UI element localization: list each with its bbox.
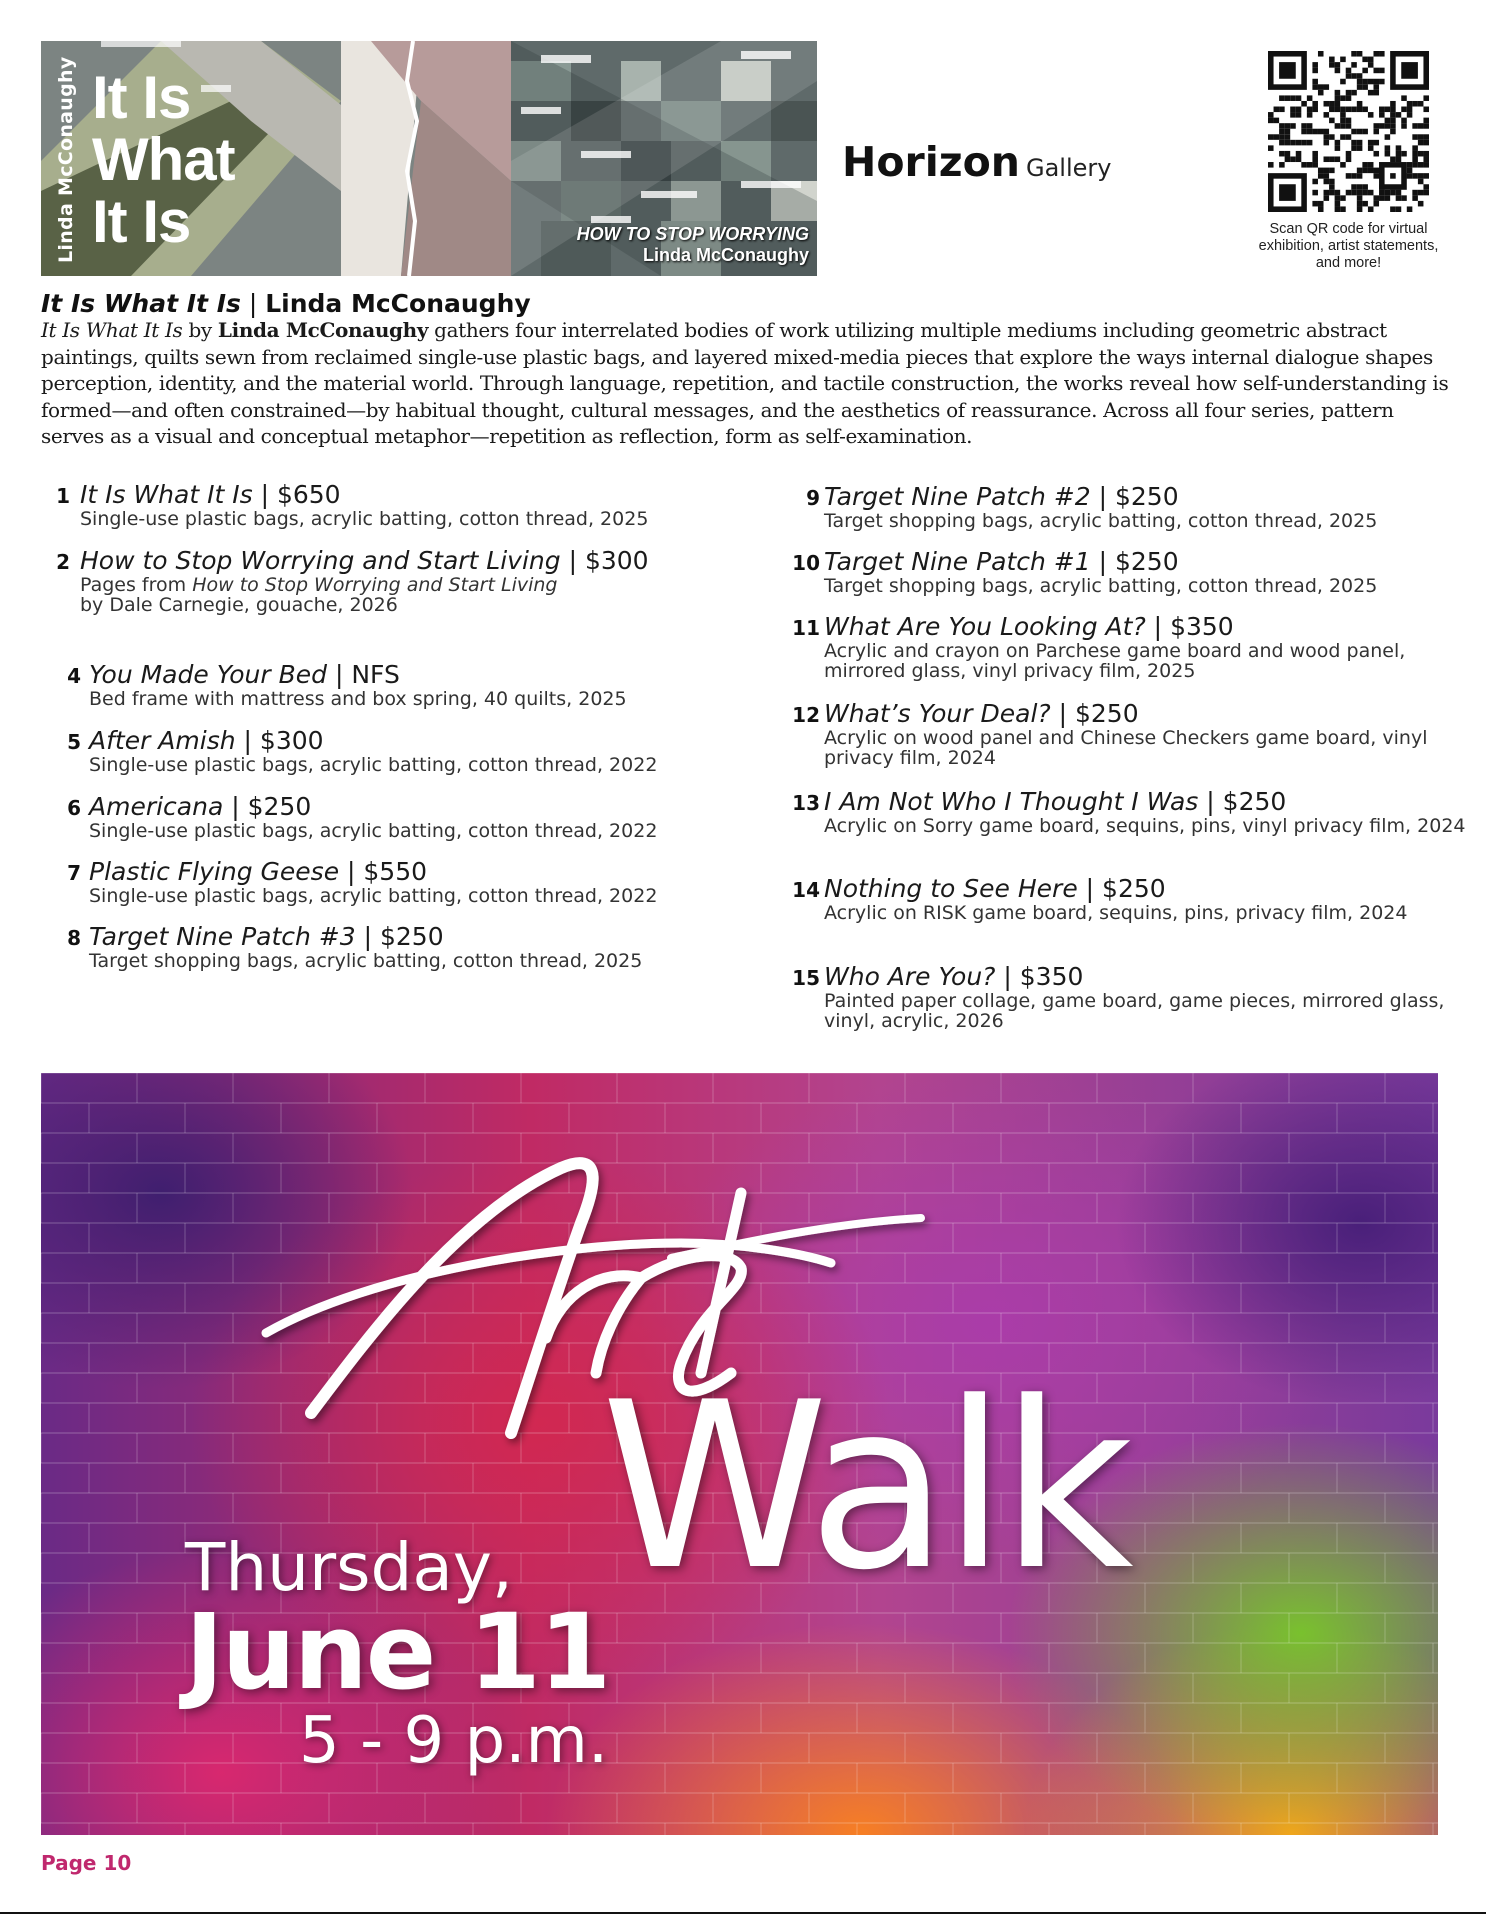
artwork-medium-description: Target shopping bags, acrylic batting, cotton thread, 2025 bbox=[824, 510, 1378, 532]
artwork-title-line bbox=[824, 787, 1474, 816]
artwork-title-line bbox=[89, 726, 729, 755]
event-day: Thursday, bbox=[185, 1529, 513, 1606]
gallery-title bbox=[842, 138, 1111, 186]
artwork-number: 1 bbox=[56, 484, 70, 508]
artwork-price: $250 bbox=[379, 922, 444, 951]
exhibition-heading-title: It Is What It Is bbox=[41, 289, 241, 318]
artwork-price: $300 bbox=[259, 726, 324, 755]
artwork-item bbox=[67, 792, 729, 842]
artwork-number: 5 bbox=[67, 730, 81, 754]
artwork-price: $250 bbox=[1114, 547, 1179, 576]
artwork-price: $300 bbox=[584, 546, 649, 575]
artwork-title: Americana bbox=[89, 792, 224, 821]
heading-separator: | bbox=[240, 289, 266, 318]
title-price-separator: | bbox=[1090, 547, 1115, 576]
gallery-label: Gallery bbox=[1025, 154, 1112, 182]
artwork-price: NFS bbox=[351, 660, 400, 689]
artwork-number: 9 bbox=[806, 486, 820, 510]
artwork-title-line bbox=[89, 660, 729, 689]
artwork-medium-description: Target shopping bags, acrylic batting, cotton thread, 2025 bbox=[824, 575, 1378, 597]
artwork-number: 10 bbox=[792, 551, 820, 575]
artwork-number: 8 bbox=[67, 926, 81, 950]
artwork-item bbox=[67, 922, 729, 972]
banner-title-line: What bbox=[92, 126, 235, 193]
artwork-title: I Am Not Who I Thought I Was bbox=[824, 787, 1199, 816]
artwork-item bbox=[792, 547, 1474, 597]
title-price-separator: | bbox=[327, 660, 352, 689]
banner-caption-title: HOW TO STOP WORRYING bbox=[576, 224, 809, 244]
title-price-separator: | bbox=[252, 480, 277, 509]
artwork-medium-description: Target shopping bags, acrylic batting, cotton thread, 2025 bbox=[89, 950, 643, 972]
title-price-separator: | bbox=[1090, 482, 1115, 511]
artwork-price: $250 bbox=[247, 792, 312, 821]
artwork-medium-description: Acrylic and crayon on Parchese game board and wood panel, mirrored glass, vinyl privacy film, 2025 bbox=[824, 640, 1406, 682]
artwork-item bbox=[792, 874, 1474, 924]
artwork-title: Who Are You? bbox=[824, 962, 996, 991]
artwork-number: 2 bbox=[56, 550, 70, 574]
qr-caption: Scan QR code for virtual exhibition, artist statements, and more! bbox=[1258, 221, 1439, 271]
walk-heading: Walk bbox=[601, 1354, 1128, 1621]
artwork-title: Plastic Flying Geese bbox=[89, 857, 340, 886]
artwork-item bbox=[67, 857, 729, 907]
banner-title-line: It Is bbox=[92, 64, 191, 131]
artwork-title-line bbox=[80, 546, 720, 575]
description-artist: Linda McConaughy bbox=[217, 318, 429, 342]
artwork-price: $250 bbox=[1222, 787, 1287, 816]
title-price-separator: | bbox=[560, 546, 585, 575]
event-time: 5 - 9 p.m. bbox=[299, 1704, 609, 1778]
artwork-medium-description: Single-use plastic bags, acrylic batting, cotton thread, 2022 bbox=[89, 885, 658, 907]
title-price-separator: | bbox=[235, 726, 260, 755]
artwork-price: $650 bbox=[276, 480, 341, 509]
exhibition-description bbox=[41, 317, 1461, 450]
artwork-title-line bbox=[824, 699, 1474, 728]
page-number: Page 10 bbox=[41, 1851, 132, 1875]
artwork-title-line bbox=[824, 612, 1474, 641]
artwork-title-line bbox=[824, 547, 1474, 576]
title-price-separator: | bbox=[1145, 612, 1171, 641]
description-by: by bbox=[182, 318, 218, 342]
artwork-number: 15 bbox=[792, 966, 820, 990]
artwork-medium-description: Single-use plastic bags, acrylic batting, cotton thread, 2022 bbox=[89, 754, 658, 776]
artwork-medium-description: Painted paper collage, game board, game pieces, mirrored glass, vinyl, acrylic, 2026 bbox=[824, 990, 1445, 1032]
artwork-item bbox=[806, 482, 1474, 532]
artwork-title: It Is What It Is bbox=[80, 480, 253, 509]
gallery-name: Horizon bbox=[842, 138, 1020, 186]
title-price-separator: | bbox=[1050, 699, 1075, 728]
artwork-title: What’s Your Deal? bbox=[824, 699, 1051, 728]
artwork-item bbox=[56, 546, 720, 616]
artwork-title: Target Nine Patch #1 bbox=[824, 547, 1091, 576]
artwork-title-line bbox=[824, 482, 1474, 511]
banner-exhibition-title bbox=[92, 64, 235, 255]
banner-artwork-caption bbox=[577, 224, 809, 266]
artwork-price: $250 bbox=[1114, 482, 1179, 511]
artwork-title: What Are You Looking At? bbox=[824, 612, 1146, 641]
artwork-title: Nothing to See Here bbox=[824, 874, 1078, 903]
artwork-number: 4 bbox=[67, 664, 81, 688]
artwork-medium-description: Single-use plastic bags, acrylic batting, cotton thread, 2025 bbox=[80, 508, 649, 530]
artwork-item bbox=[792, 787, 1474, 837]
artwork-item bbox=[792, 612, 1474, 682]
artwork-title-line bbox=[89, 857, 729, 886]
artwork-title: Target Nine Patch #2 bbox=[824, 482, 1091, 511]
artwork-title: After Amish bbox=[89, 726, 236, 755]
artwork-number: 7 bbox=[67, 861, 81, 885]
artwork-price: $350 bbox=[1019, 962, 1084, 991]
description-title: It Is What It Is bbox=[41, 318, 183, 342]
banner-artist-name-vertical: Linda McConaughy bbox=[55, 56, 77, 263]
banner-title-line: It Is bbox=[92, 188, 191, 255]
qr-code-icon[interactable] bbox=[1268, 51, 1429, 212]
artwork-item bbox=[792, 962, 1474, 1032]
artwork-item bbox=[56, 480, 720, 530]
artwork-title: Target Nine Patch #3 bbox=[89, 922, 356, 951]
artwork-medium-description: Bed frame with mattress and box spring, 40 quilts, 2025 bbox=[89, 688, 627, 710]
event-date: June 11 bbox=[185, 1591, 610, 1713]
description-text: gathers four interrelated bodies of work utilizing multiple mediums including geometric abstract paintings, quilts sewn from reclaimed single-use plastic bags, and layered mixed-media pieces that explore the ways internal dialogue shapes perception, identity, and the material world. Through language, repetition, and tactile construction, the works reveal how self-understanding is formed—and often constrained—by habitual thought, cultural messages, and the aesthetics of reassurance. Across all four series, pattern serves as a visual and conceptual metaphor—repetition as reflection, form as self-examination. bbox=[41, 318, 1449, 448]
artwork-number: 11 bbox=[792, 616, 820, 640]
artwork-price: $250 bbox=[1075, 699, 1139, 728]
title-price-separator: | bbox=[1077, 874, 1103, 903]
artwork-title: You Made Your Bed bbox=[89, 660, 327, 689]
artwork-item bbox=[67, 660, 729, 710]
artwork-title-line bbox=[89, 792, 729, 821]
artwork-price: $350 bbox=[1170, 612, 1234, 641]
artwork-title-line bbox=[80, 480, 720, 509]
banner-caption-artist: Linda McConaughy bbox=[643, 245, 809, 265]
title-price-separator: | bbox=[355, 922, 380, 951]
artwork-price: $250 bbox=[1102, 874, 1166, 903]
artwork-item bbox=[67, 726, 729, 776]
artwork-number: 6 bbox=[67, 796, 81, 820]
artwork-medium-description: Acrylic on wood panel and Chinese Checkers game board, vinyl privacy film, 2024 bbox=[824, 727, 1428, 769]
description-prefix: Pages from bbox=[80, 574, 193, 596]
title-price-separator: | bbox=[223, 792, 248, 821]
footer-divider bbox=[0, 1912, 1486, 1914]
artwork-medium-description: Single-use plastic bags, acrylic batting, cotton thread, 2022 bbox=[89, 820, 658, 842]
artwork-medium-description: Acrylic on RISK game board, sequins, pins, privacy film, 2024 bbox=[824, 902, 1408, 924]
artwork-number: 13 bbox=[792, 791, 820, 815]
artwork-title: How to Stop Worrying and Start Living bbox=[80, 546, 561, 575]
artwork-price: $550 bbox=[363, 857, 428, 886]
artwork-item bbox=[792, 699, 1474, 769]
exhibition-heading-artist: Linda McConaughy bbox=[265, 289, 531, 318]
artwork-medium-description: Acrylic on Sorry game board, sequins, pins, vinyl privacy film, 2024 bbox=[824, 815, 1466, 837]
artwork-medium-description bbox=[80, 575, 720, 615]
artwork-number: 12 bbox=[792, 703, 820, 727]
artwork-number: 14 bbox=[792, 878, 820, 902]
artwork-title-line bbox=[89, 922, 729, 951]
title-price-separator: | bbox=[339, 857, 364, 886]
artwork-title-line bbox=[824, 962, 1474, 991]
art-walk-poster bbox=[41, 1073, 1438, 1835]
exhibition-heading bbox=[41, 289, 531, 318]
description-suffix: by Dale Carnegie, gouache, 2026 bbox=[80, 594, 398, 616]
description-source-title: How to Stop Worrying and Start Living bbox=[192, 574, 558, 596]
title-price-separator: | bbox=[1198, 787, 1223, 816]
title-price-separator: | bbox=[995, 962, 1020, 991]
artwork-title-line bbox=[824, 874, 1474, 903]
exhibition-banner-image bbox=[41, 41, 817, 276]
